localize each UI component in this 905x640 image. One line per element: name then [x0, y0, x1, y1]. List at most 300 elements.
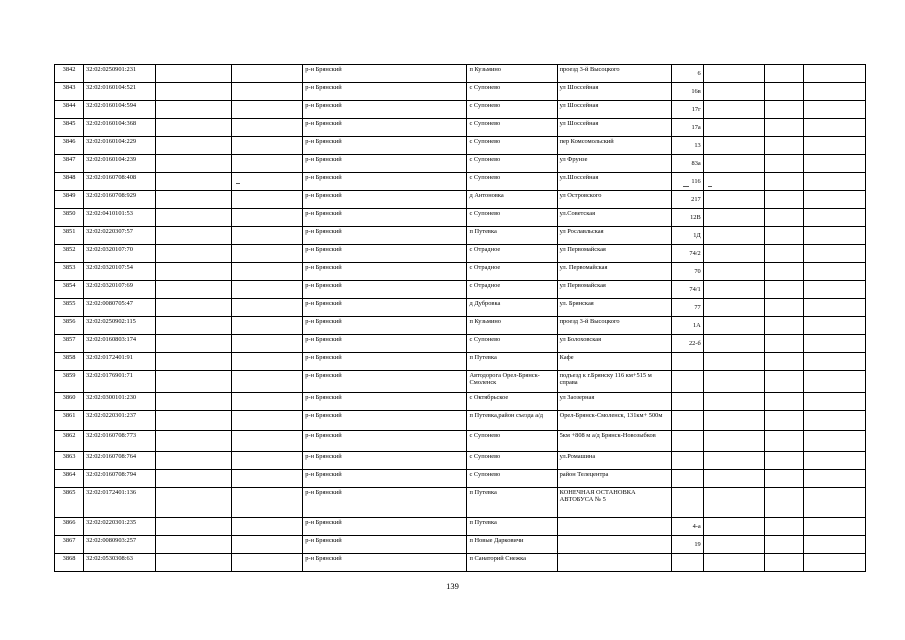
- district-cell: р-н Брянский: [303, 209, 467, 227]
- empty-cell: [156, 431, 232, 452]
- house-number-cell: 12В: [671, 209, 703, 227]
- empty-cell: [703, 101, 764, 119]
- street-cell: пер Комсомольский: [557, 137, 671, 155]
- table-row: [55, 173, 866, 191]
- empty-cell: [764, 101, 803, 119]
- empty-cell: [803, 209, 865, 227]
- table-row: [55, 554, 866, 572]
- street-cell: [557, 536, 671, 554]
- district-cell: р-н Брянский: [303, 65, 467, 83]
- locality-cell: с Супонево: [467, 83, 557, 101]
- street-cell: ул.Шоссейная: [557, 173, 671, 191]
- empty-cell: [764, 191, 803, 209]
- scan-artifact: [683, 186, 689, 187]
- house-number-cell: 13: [671, 137, 703, 155]
- empty-cell: [156, 101, 232, 119]
- street-cell: КОНЕЧНАЯ ОСТАНОВКА АВТОБУСА № 5: [557, 488, 671, 518]
- empty-cell: [156, 173, 232, 191]
- empty-cell: [232, 452, 303, 470]
- row-number: 3848: [55, 173, 84, 191]
- empty-cell: [232, 536, 303, 554]
- district-cell: р-н Брянский: [303, 83, 467, 101]
- street-cell: проезд 3-й Высоцкого: [557, 317, 671, 335]
- district-cell: р-н Брянский: [303, 371, 467, 393]
- cadastral-number-cell: 32:02:0160104:229: [84, 137, 156, 155]
- empty-cell: [764, 137, 803, 155]
- empty-cell: [232, 470, 303, 488]
- house-number-cell: 22-б: [671, 335, 703, 353]
- empty-cell: [703, 191, 764, 209]
- cadastral-number-cell: 32:02:0080903:257: [84, 536, 156, 554]
- empty-cell: [764, 263, 803, 281]
- district-cell: р-н Брянский: [303, 173, 467, 191]
- table-row: [55, 245, 866, 263]
- empty-cell: [703, 393, 764, 411]
- table-row: [55, 137, 866, 155]
- empty-cell: [703, 65, 764, 83]
- district-cell: р-н Брянский: [303, 518, 467, 536]
- scan-artifact: [708, 186, 712, 187]
- empty-cell: [232, 119, 303, 137]
- empty-cell: [156, 371, 232, 393]
- empty-cell: [232, 173, 303, 191]
- street-cell: ул Шоссейная: [557, 119, 671, 137]
- empty-cell: [232, 299, 303, 317]
- street-cell: Орел-Брянск-Смоленск, 131км+ 500м: [557, 411, 671, 431]
- empty-cell: [232, 335, 303, 353]
- locality-cell: с Супонево: [467, 173, 557, 191]
- cadastral-number-cell: 32:02:0160104:368: [84, 119, 156, 137]
- house-number-cell: [671, 393, 703, 411]
- row-number: 3866: [55, 518, 84, 536]
- empty-cell: [803, 335, 865, 353]
- table-row: [55, 431, 866, 452]
- locality-cell: п Санаторий Снежка: [467, 554, 557, 572]
- district-cell: р-н Брянский: [303, 191, 467, 209]
- row-number: 3847: [55, 155, 84, 173]
- empty-cell: [803, 411, 865, 431]
- table-row: [55, 488, 866, 518]
- house-number-cell: [671, 488, 703, 518]
- row-number: 3859: [55, 371, 84, 393]
- cadastral-number-cell: 32:02:0320107:54: [84, 263, 156, 281]
- cadastral-number-cell: 32:02:0160708:794: [84, 470, 156, 488]
- empty-cell: [703, 452, 764, 470]
- empty-cell: [703, 470, 764, 488]
- street-cell: ул Первомайская: [557, 245, 671, 263]
- cadastral-number-cell: 32:02:0160104:594: [84, 101, 156, 119]
- empty-cell: [156, 335, 232, 353]
- empty-cell: [156, 263, 232, 281]
- row-number: 3862: [55, 431, 84, 452]
- register-rows: [55, 65, 866, 572]
- table-row: [55, 411, 866, 431]
- table-row: [55, 101, 866, 119]
- empty-cell: [156, 353, 232, 371]
- empty-cell: [764, 536, 803, 554]
- empty-cell: [764, 227, 803, 245]
- locality-cell: п Путевка: [467, 488, 557, 518]
- empty-cell: [232, 191, 303, 209]
- empty-cell: [764, 65, 803, 83]
- house-number-cell: 217: [671, 191, 703, 209]
- cadastral-number-cell: 32:02:0080705:47: [84, 299, 156, 317]
- empty-cell: [232, 431, 303, 452]
- row-number: 3863: [55, 452, 84, 470]
- empty-cell: [764, 411, 803, 431]
- empty-cell: [156, 317, 232, 335]
- table-row: [55, 227, 866, 245]
- empty-cell: [703, 137, 764, 155]
- house-number-cell: 1Д: [671, 227, 703, 245]
- empty-cell: [156, 137, 232, 155]
- house-number-cell: 4-а: [671, 518, 703, 536]
- district-cell: р-н Брянский: [303, 317, 467, 335]
- empty-cell: [703, 335, 764, 353]
- empty-cell: [703, 431, 764, 452]
- district-cell: р-н Брянский: [303, 263, 467, 281]
- house-number-cell: [671, 452, 703, 470]
- empty-cell: [764, 335, 803, 353]
- empty-cell: [803, 431, 865, 452]
- empty-cell: [803, 393, 865, 411]
- street-cell: район Телецентра: [557, 470, 671, 488]
- cadastral-number-cell: 32:02:0300101:230: [84, 393, 156, 411]
- locality-cell: Автодорога Орел-Брянск-Смоленск: [467, 371, 557, 393]
- locality-cell: п Путевка: [467, 227, 557, 245]
- locality-cell: п Кузьмино: [467, 317, 557, 335]
- row-number: 3854: [55, 281, 84, 299]
- district-cell: р-н Брянский: [303, 470, 467, 488]
- empty-cell: [156, 227, 232, 245]
- empty-cell: [232, 371, 303, 393]
- cadastral-number-cell: 32:02:0320107:70: [84, 245, 156, 263]
- cadastral-number-cell: 32:02:0172401:91: [84, 353, 156, 371]
- district-cell: р-н Брянский: [303, 101, 467, 119]
- empty-cell: [803, 452, 865, 470]
- empty-cell: [803, 245, 865, 263]
- empty-cell: [156, 470, 232, 488]
- house-number-cell: 70: [671, 263, 703, 281]
- empty-cell: [764, 518, 803, 536]
- empty-cell: [803, 191, 865, 209]
- house-number-cell: 16в: [671, 83, 703, 101]
- row-number: 3850: [55, 209, 84, 227]
- house-number-cell: [671, 554, 703, 572]
- empty-cell: [703, 299, 764, 317]
- empty-cell: [764, 353, 803, 371]
- locality-cell: с Супонево: [467, 470, 557, 488]
- empty-cell: [803, 227, 865, 245]
- row-number: 3864: [55, 470, 84, 488]
- empty-cell: [764, 83, 803, 101]
- table-row: [55, 155, 866, 173]
- district-cell: р-н Брянский: [303, 335, 467, 353]
- row-number: 3842: [55, 65, 84, 83]
- cadastral-number-cell: 32:02:0160708:408: [84, 173, 156, 191]
- house-number-cell: 116: [671, 173, 703, 191]
- empty-cell: [703, 173, 764, 191]
- table-row: [55, 518, 866, 536]
- empty-cell: [803, 101, 865, 119]
- row-number: 3845: [55, 119, 84, 137]
- table-row: [55, 119, 866, 137]
- district-cell: р-н Брянский: [303, 452, 467, 470]
- district-cell: р-н Брянский: [303, 227, 467, 245]
- empty-cell: [803, 281, 865, 299]
- district-cell: р-н Брянский: [303, 411, 467, 431]
- cadastral-number-cell: 32:02:0250902:115: [84, 317, 156, 335]
- table-row: [55, 353, 866, 371]
- house-number-cell: 19: [671, 536, 703, 554]
- empty-cell: [803, 173, 865, 191]
- house-number-cell: 17а: [671, 119, 703, 137]
- empty-cell: [232, 554, 303, 572]
- empty-cell: [764, 393, 803, 411]
- empty-cell: [803, 488, 865, 518]
- empty-cell: [232, 83, 303, 101]
- row-number: 3857: [55, 335, 84, 353]
- empty-cell: [764, 245, 803, 263]
- empty-cell: [156, 518, 232, 536]
- empty-cell: [703, 263, 764, 281]
- empty-cell: [764, 452, 803, 470]
- table-row: [55, 281, 866, 299]
- empty-cell: [156, 119, 232, 137]
- locality-cell: п Путевка: [467, 353, 557, 371]
- cadastral-number-cell: 32:02:0160104:521: [84, 83, 156, 101]
- row-number: 3849: [55, 191, 84, 209]
- empty-cell: [803, 554, 865, 572]
- street-cell: 5км +808 м а/д Брянск-Новозыбков: [557, 431, 671, 452]
- locality-cell: с Октябрьское: [467, 393, 557, 411]
- locality-cell: с Супонево: [467, 101, 557, 119]
- cadastral-number-cell: 32:02:0220301:237: [84, 411, 156, 431]
- table-row: [55, 209, 866, 227]
- empty-cell: [703, 317, 764, 335]
- locality-cell: с Отрадное: [467, 281, 557, 299]
- locality-cell: д Дубровка: [467, 299, 557, 317]
- cadastral-number-cell: 32:02:0176901:71: [84, 371, 156, 393]
- empty-cell: [803, 371, 865, 393]
- locality-cell: д Антоновка: [467, 191, 557, 209]
- cadastral-number-cell: 32:02:0160708:764: [84, 452, 156, 470]
- street-cell: ул. Первомайская: [557, 263, 671, 281]
- empty-cell: [703, 554, 764, 572]
- table-row: [55, 317, 866, 335]
- house-number-cell: 17г: [671, 101, 703, 119]
- row-number: 3843: [55, 83, 84, 101]
- locality-cell: с Отрадное: [467, 263, 557, 281]
- house-number-cell: 1А: [671, 317, 703, 335]
- empty-cell: [764, 431, 803, 452]
- house-number-cell: 83а: [671, 155, 703, 173]
- house-number-cell: 74/1: [671, 281, 703, 299]
- empty-cell: [803, 119, 865, 137]
- district-cell: р-н Брянский: [303, 281, 467, 299]
- district-cell: р-н Брянский: [303, 155, 467, 173]
- street-cell: ул Заозерная: [557, 393, 671, 411]
- cadastral-number-cell: 32:02:0160104:239: [84, 155, 156, 173]
- table-row: [55, 470, 866, 488]
- table-row: [55, 263, 866, 281]
- empty-cell: [703, 245, 764, 263]
- street-cell: ул. Брянская: [557, 299, 671, 317]
- house-number-cell: 6: [671, 65, 703, 83]
- district-cell: р-н Брянский: [303, 245, 467, 263]
- cadastral-number-cell: 32:02:0172401:136: [84, 488, 156, 518]
- street-cell: ул Болоховская: [557, 335, 671, 353]
- row-number: 3855: [55, 299, 84, 317]
- row-number: 3867: [55, 536, 84, 554]
- street-cell: ул Островского: [557, 191, 671, 209]
- row-number: 3851: [55, 227, 84, 245]
- row-number: 3846: [55, 137, 84, 155]
- street-cell: ул Фрунзе: [557, 155, 671, 173]
- table-row: [55, 191, 866, 209]
- cadastral-number-cell: 32:02:0250901:231: [84, 65, 156, 83]
- empty-cell: [703, 119, 764, 137]
- empty-cell: [156, 209, 232, 227]
- street-cell: ул Шоссейная: [557, 101, 671, 119]
- locality-cell: с Отрадное: [467, 245, 557, 263]
- empty-cell: [703, 227, 764, 245]
- empty-cell: [156, 281, 232, 299]
- district-cell: р-н Брянский: [303, 353, 467, 371]
- empty-cell: [232, 245, 303, 263]
- register-table: [54, 64, 866, 572]
- empty-cell: [764, 317, 803, 335]
- empty-cell: [232, 317, 303, 335]
- table-row: [55, 335, 866, 353]
- empty-cell: [232, 155, 303, 173]
- locality-cell: с Супонево: [467, 431, 557, 452]
- street-cell: ул Шоссейная: [557, 83, 671, 101]
- row-number: 3858: [55, 353, 84, 371]
- empty-cell: [803, 137, 865, 155]
- table-row: [55, 371, 866, 393]
- empty-cell: [156, 411, 232, 431]
- street-cell: ул Рославльская: [557, 227, 671, 245]
- empty-cell: [803, 470, 865, 488]
- empty-cell: [764, 488, 803, 518]
- empty-cell: [764, 173, 803, 191]
- empty-cell: [156, 299, 232, 317]
- empty-cell: [232, 101, 303, 119]
- locality-cell: п Путевка,район съезда а/д: [467, 411, 557, 431]
- locality-cell: п Путевка: [467, 518, 557, 536]
- house-number-cell: 77: [671, 299, 703, 317]
- street-cell: Кафе: [557, 353, 671, 371]
- empty-cell: [703, 518, 764, 536]
- empty-cell: [803, 263, 865, 281]
- locality-cell: с Супонево: [467, 452, 557, 470]
- cadastral-number-cell: 32:02:0410101:53: [84, 209, 156, 227]
- empty-cell: [703, 353, 764, 371]
- empty-cell: [156, 245, 232, 263]
- empty-cell: [232, 137, 303, 155]
- cadastral-number-cell: 32:02:0160803:174: [84, 335, 156, 353]
- district-cell: р-н Брянский: [303, 554, 467, 572]
- empty-cell: [156, 83, 232, 101]
- table-row: [55, 65, 866, 83]
- district-cell: р-н Брянский: [303, 488, 467, 518]
- empty-cell: [156, 393, 232, 411]
- empty-cell: [232, 227, 303, 245]
- row-number: 3844: [55, 101, 84, 119]
- row-number: 3865: [55, 488, 84, 518]
- empty-cell: [156, 554, 232, 572]
- district-cell: р-н Брянский: [303, 299, 467, 317]
- row-number: 3868: [55, 554, 84, 572]
- empty-cell: [803, 83, 865, 101]
- empty-cell: [764, 470, 803, 488]
- empty-cell: [803, 353, 865, 371]
- table-row: [55, 393, 866, 411]
- empty-cell: [703, 155, 764, 173]
- empty-cell: [764, 299, 803, 317]
- house-number-cell: [671, 371, 703, 393]
- table-row: [55, 536, 866, 554]
- empty-cell: [703, 83, 764, 101]
- district-cell: р-н Брянский: [303, 393, 467, 411]
- street-cell: [557, 518, 671, 536]
- empty-cell: [764, 209, 803, 227]
- locality-cell: с Супонево: [467, 119, 557, 137]
- empty-cell: [803, 299, 865, 317]
- empty-cell: [803, 518, 865, 536]
- table-row: [55, 83, 866, 101]
- empty-cell: [232, 209, 303, 227]
- empty-cell: [156, 191, 232, 209]
- empty-cell: [703, 281, 764, 299]
- empty-cell: [764, 371, 803, 393]
- empty-cell: [232, 518, 303, 536]
- street-cell: ул.Ромашина: [557, 452, 671, 470]
- empty-cell: [232, 393, 303, 411]
- empty-cell: [803, 536, 865, 554]
- cadastral-number-cell: 32:02:0320107:69: [84, 281, 156, 299]
- empty-cell: [156, 155, 232, 173]
- empty-cell: [703, 371, 764, 393]
- house-number-cell: [671, 353, 703, 371]
- row-number: 3853: [55, 263, 84, 281]
- row-number: 3856: [55, 317, 84, 335]
- empty-cell: [232, 353, 303, 371]
- empty-cell: [764, 119, 803, 137]
- empty-cell: [232, 263, 303, 281]
- district-cell: р-н Брянский: [303, 119, 467, 137]
- cadastral-number-cell: 32:02:0220307:57: [84, 227, 156, 245]
- row-number: 3860: [55, 393, 84, 411]
- cadastral-number-cell: 32:02:0160708:773: [84, 431, 156, 452]
- district-cell: р-н Брянский: [303, 536, 467, 554]
- empty-cell: [232, 411, 303, 431]
- empty-cell: [156, 65, 232, 83]
- empty-cell: [703, 536, 764, 554]
- empty-cell: [764, 281, 803, 299]
- empty-cell: [764, 155, 803, 173]
- table-row: [55, 299, 866, 317]
- empty-cell: [232, 65, 303, 83]
- cadastral-number-cell: 32:02:0160708:929: [84, 191, 156, 209]
- house-number-cell: [671, 411, 703, 431]
- street-cell: ул Первомайская: [557, 281, 671, 299]
- register-sheet: [54, 64, 866, 572]
- empty-cell: [703, 209, 764, 227]
- empty-cell: [232, 488, 303, 518]
- empty-cell: [803, 155, 865, 173]
